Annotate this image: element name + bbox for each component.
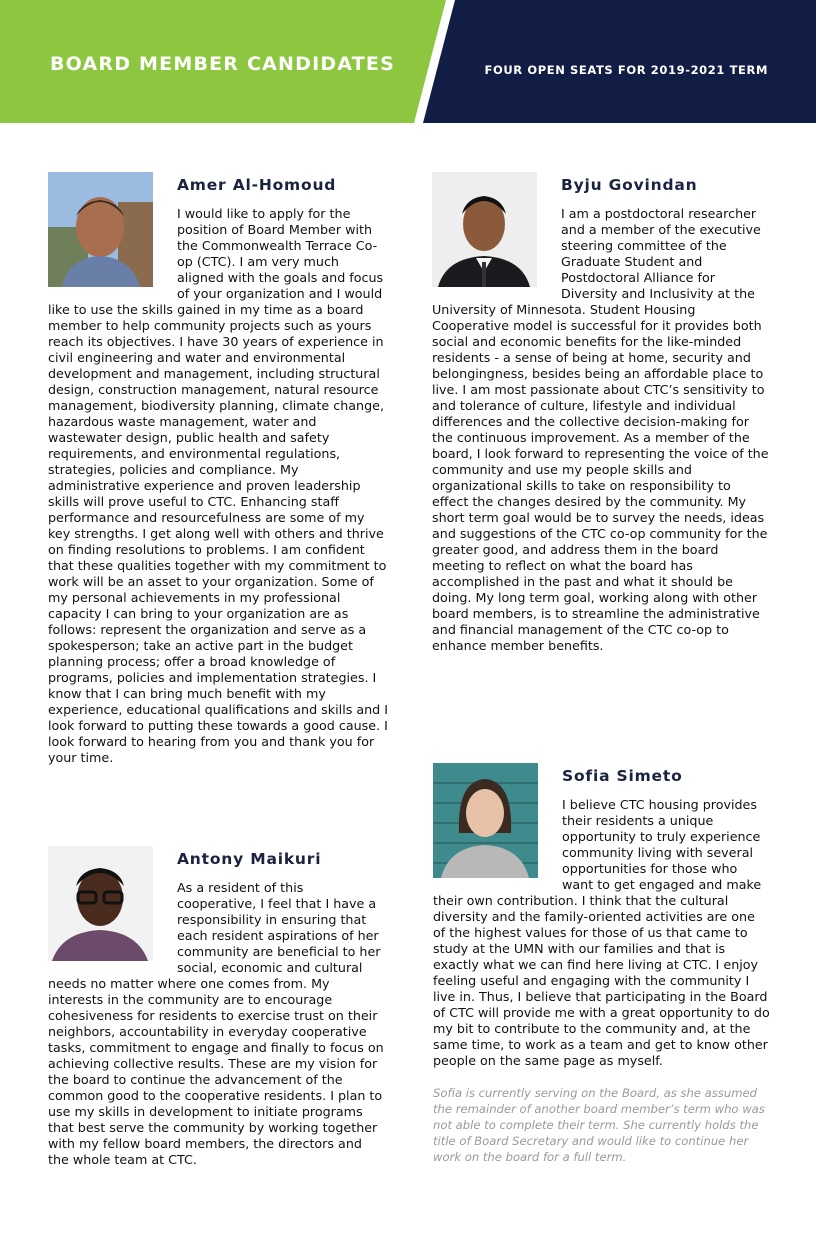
portrait-photo-icon [432, 172, 537, 287]
header-banner [0, 0, 816, 123]
candidate-photo [432, 172, 537, 287]
candidate-bio: As a resident of this cooperative, I feel that I have a responsibility in ensuring that each resident aspirations of her community are beneficial to her social, economic and cultural needs no matter where one comes from. My interests in the community are to encourage cohesiveness for residents to exercise trust on their neighbors, accountability in everyday cooperative tasks, commitment to engage and finally to focus on achieving collective results. These are my vision for the board to continue the advancement of the common good to the cooperative residents. I plan to use my skills in development to initiate programs that best serve the community by working together with my fellow board members, the directors and the whole team at CTC. [48, 880, 384, 1167]
candidate-photo [48, 172, 153, 287]
candidate-card-byju [432, 172, 770, 654]
portrait-photo-icon [48, 172, 153, 287]
candidate-photo [48, 846, 153, 961]
portrait-photo-icon [48, 846, 153, 961]
candidate-name: Antony Maikuri [177, 850, 322, 868]
candidate-name: Sofia Simeto [562, 767, 683, 785]
portrait-photo-icon [433, 763, 538, 878]
candidate-bio: I would like to apply for the position of Board Member with the Commonwealth Terrace Co-op (CTC). I am very much aligned with the goals and focus of your organization and I would like to use the skills gained in my time as a board member to help community projects such as yours reach its objectives. I have 30 years of experience in civil engineering and water and environmental development and management, including structural design, construction management, natural resource management, biodiversity planning, climate change, hazardous waste management, water and wastewater design, public health and safety requirements, and environmental regulations, strategies, policies and compliance. My administrative experience and proven leadership skills will prove useful to CTC. Enhancing staff performance and resourcefulness are some of my key strengths. I get along well with others and thrive on finding resolutions to problems. I am confident that these qualities together with my commitment to work will be an asset to your organization. Some of my personal achievements in my professional capacity I can bring to your organization are as follows: represent the organization and serve as a spokesperson; take an active part in the budget planning process; offer a broad knowledge of programs, policies and implementation strategies. I know that I can bring much benefit with my experience, educational qualifications and skills and I look forward to putting these towards a good cause. I look forward to hearing from you and thank you for your time. [48, 206, 389, 765]
banner-subtitle: FOUR OPEN SEATS FOR 2019-2021 TERM [484, 63, 768, 77]
candidate-bio: I believe CTC housing provides their residents a unique opportunity to truly experience community living with several opportunities for those who want to get engaged and make their own contribution. I think that the cultural diversity and the family-oriented activities are one of the highest values for those of us that came to study at the UMN with our families and that is exactly what we can find here living at CTC. I enjoy feeling useful and engaging with the community I live in. Thus, I believe that participating in the Board of CTC will provide me with a great opportunity to do my bit to contribute to the community and, at the same time, to work as a team and get to know other people on the same page as myself. [433, 797, 770, 1068]
candidate-card-antony [48, 846, 384, 1168]
candidate-name: Byju Govindan [561, 176, 698, 194]
candidate-photo [433, 763, 538, 878]
candidate-bio: I am a postdoctoral researcher and a member of the executive steering committee of the Graduate Student and Postdoctoral Alliance for Diversity and Inclusivity at the University of Minnesota. Student Housing Cooperative model is successful for it provides both social and economic benefits for the like-minded residents - a sense of being at home, security and belongingness, besides being an affordable place to live. I am most passionate about CTC’s sensitivity to and tolerance of culture, lifestyle and individual differences and the collective decision-making for the continuous improvement. As a member of the board, I look forward to representing the voice of the community and use my people skills and organizational skills to take on responsibility to effect the changes desired by the community. My short term goal would be to survey the needs, ideas and suggestions of the CTC co-op community for the greater good, and address them in the board meeting to reflect on what the board has accomplished in the past and what it should be doing. My long term goal, working along with other board members, is to streamline the administrative and financial management of the CTC co-op to enhance member benefits. [432, 206, 769, 653]
candidate-name: Amer Al-Homoud [177, 176, 337, 194]
candidate-note: Sofia is currently serving on the Board, as she assumed the remainder of another board member’s term who was not able to complete their term. She currently holds the title of Board Secretary and would like to continue her work on the board for a full term. [433, 1086, 765, 1164]
candidate-card-sofia [433, 763, 771, 1165]
candidate-card-amer [48, 172, 388, 766]
banner-title: BOARD MEMBER CANDIDATES [50, 53, 395, 75]
